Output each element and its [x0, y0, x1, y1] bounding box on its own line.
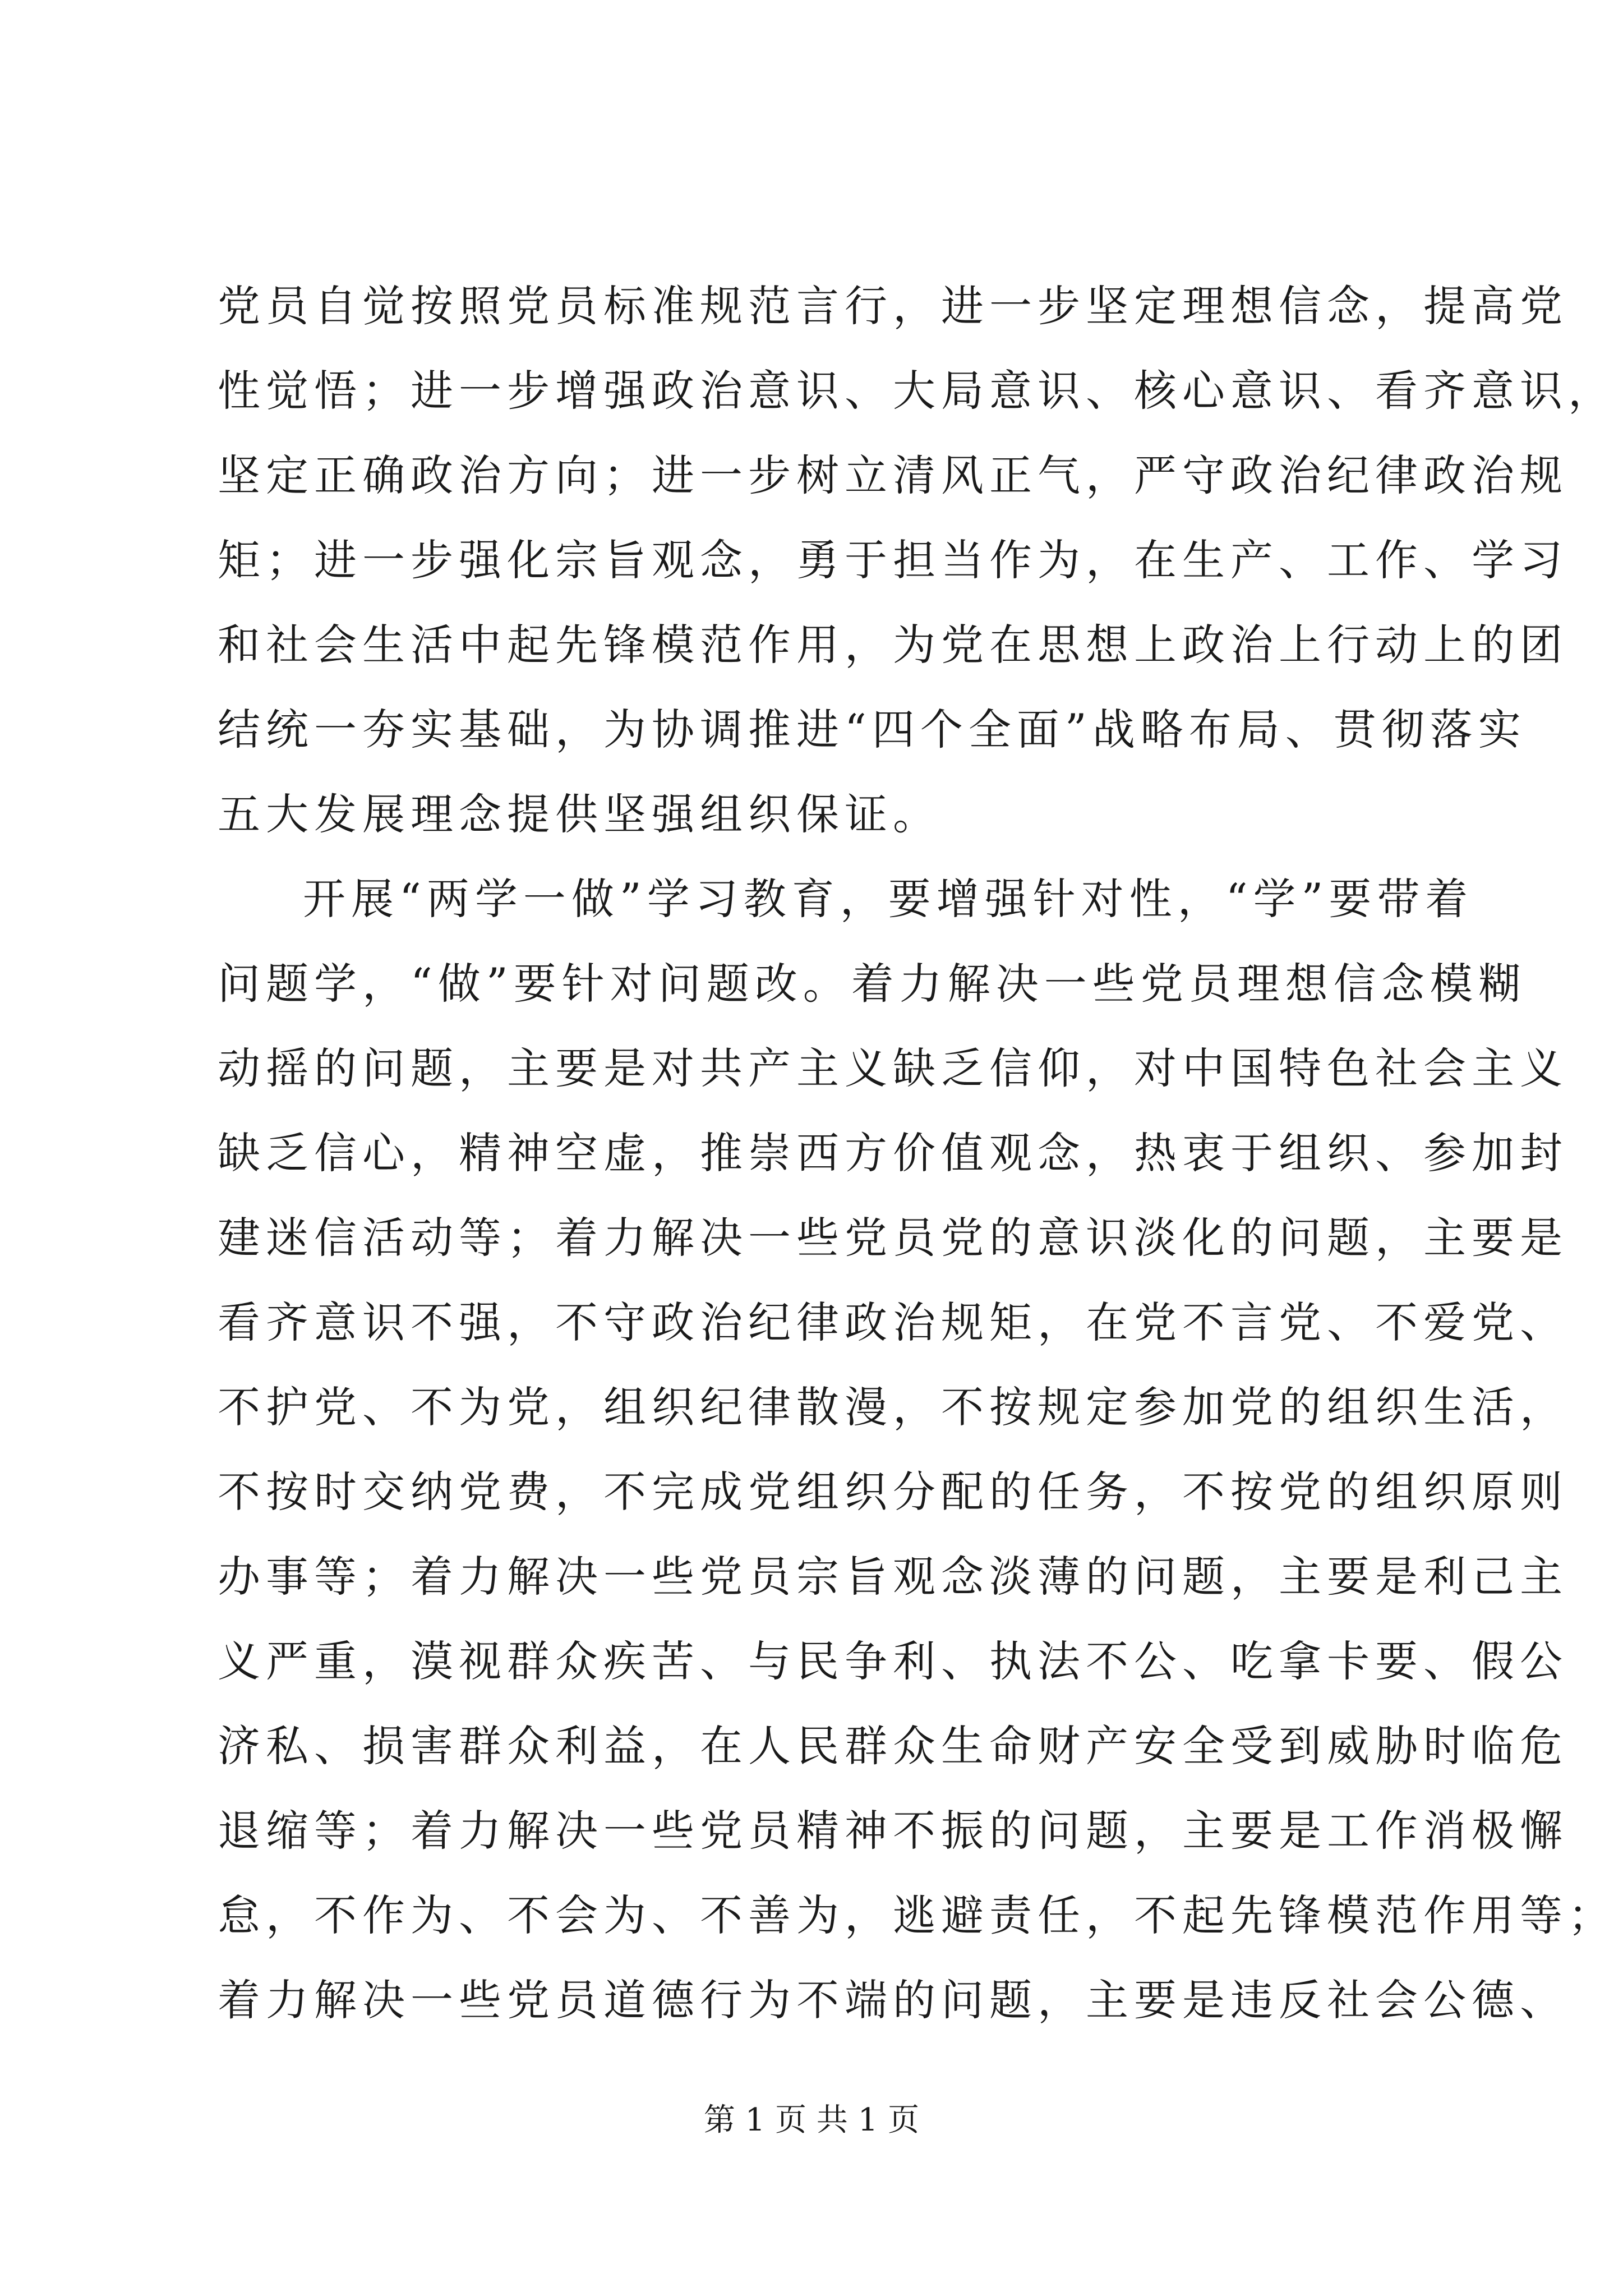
- text-line: 问题学，“做”要针对问题改。着力解决一些党员理想信念模糊: [218, 959, 1527, 1009]
- text-line: 动摇的问题，主要是对共产主义缺乏信仰，对中国特色社会主义: [218, 1043, 1568, 1093]
- text-line: 看齐意识不强，不守政治纪律政治规矩，在党不言党、不爱党、: [218, 1297, 1568, 1347]
- document-body: [218, 264, 1616, 2042]
- text-line: 和社会生活中起先锋模范作用，为党在思想上政治上行动上的团: [218, 620, 1568, 670]
- text-line: 退缩等；着力解决一些党员精神不振的问题，主要是工作消极懈: [218, 1806, 1568, 1856]
- text-line: 缺乏信心，精神空虚，推崇西方价值观念，热衷于组织、参加封: [218, 1128, 1568, 1178]
- text-line: 办事等；着力解决一些党员宗旨观念淡薄的问题，主要是利己主: [218, 1552, 1568, 1602]
- text-line: 义严重，漠视群众疾苦、与民争利、执法不公、吃拿卡要、假公: [218, 1636, 1568, 1686]
- text-line: 矩；进一步强化宗旨观念，勇于担当作为，在生产、工作、学习: [218, 535, 1568, 585]
- text-line: 不按时交纳党费，不完成党组织分配的任务，不按党的组织原则: [218, 1467, 1568, 1517]
- text-line: 建迷信活动等；着力解决一些党员党的意识淡化的问题，主要是: [218, 1213, 1568, 1263]
- text-line: 不护党、不为党，组织纪律散漫，不按规定参加党的组织生活，: [218, 1382, 1568, 1432]
- page-number-footer: 第 1 页 共 1 页: [703, 2102, 920, 2138]
- text-line: 济私、损害群众利益，在人民群众生命财产安全受到威胁时临危: [218, 1721, 1568, 1771]
- text-line: 坚定正确政治方向；进一步树立清风正气，严守政治纪律政治规: [218, 450, 1568, 500]
- text-line: 党员自觉按照党员标准规范言行，进一步坚定理想信念，提高党: [218, 281, 1568, 331]
- text-line: 怠，不作为、不会为、不善为，逃避责任，不起先锋模范作用等；: [218, 1890, 1616, 1940]
- paragraph-first-line: 开展“两学一做”学习教育，要增强针对性，“学”要带着: [303, 874, 1474, 924]
- text-line: 五大发展理念提供坚强组织保证。: [218, 789, 941, 839]
- text-line: 结统一夯实基础，为协调推进“四个全面”战略布局、贯彻落实: [218, 705, 1527, 754]
- text-line: 着力解决一些党员道德行为不端的问题，主要是违反社会公德、: [218, 1975, 1568, 2025]
- text-line: 性觉悟；进一步增强政治意识、大局意识、核心意识、看齐意识，: [218, 366, 1616, 416]
